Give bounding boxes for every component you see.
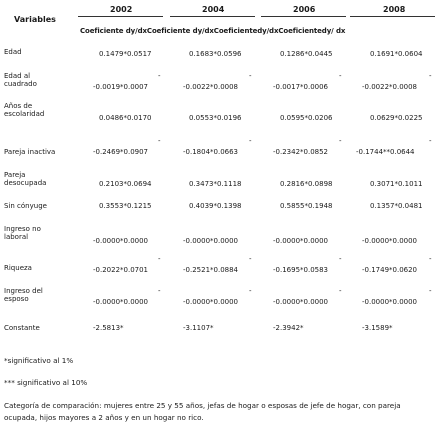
rule-2004 [170, 16, 255, 17]
cell-edad2-2002: -0.0019*0.0007 [93, 83, 149, 91]
dash-mark [339, 288, 342, 295]
row-label-edad: Edad [4, 48, 22, 56]
row-label-ingreso-esposo: Ingreso del esposo [4, 287, 43, 303]
rule-2002 [78, 16, 163, 17]
cell-constante-2002: -2.5813* [93, 324, 124, 332]
cell-ingresoesposo-2004: -0.0000*0.0000 [183, 298, 239, 306]
dash-mark [249, 256, 252, 263]
cell-edad-2008: 0.1691*0.0604 [370, 50, 423, 58]
year-2004-header: 2004 [202, 5, 225, 14]
cell-edad2-2008: -0.0022*0.0008 [362, 83, 418, 91]
cell-edad2-2004: -0.0022*0.0008 [183, 83, 239, 91]
cell-desocupada-2008: 0.3071*0.1011 [370, 180, 423, 188]
cell-desocupada-2006: 0.2816*0.0898 [280, 180, 333, 188]
row-label-edad-cuadrado: Edad al cuadrado [4, 72, 37, 88]
dash-mark [249, 138, 252, 145]
cell-ingresoesposo-2002: -0.0000*0.0000 [93, 298, 149, 306]
row-label-pareja-inactiva: Pareja inactiva [4, 148, 56, 156]
footnote-significance-1: *significativo al 1% [4, 356, 74, 365]
cell-desocupada-2004: 0.3473*0.1118 [189, 180, 242, 188]
year-2008-header: 2008 [383, 5, 406, 14]
dash-mark [339, 138, 342, 145]
variables-header: Variables [14, 15, 56, 24]
dash-mark [429, 288, 432, 295]
cell-sinconyuge-2004: 0.4039*0.1398 [189, 202, 242, 210]
cell-sinconyuge-2008: 0.1357*0.0481 [370, 202, 423, 210]
cell-riqueza-2006: -0.1695*0.0583 [273, 266, 329, 274]
cell-sinconyuge-2002: 0.3553*0.1215 [99, 202, 152, 210]
footnote-comparison-category: Categoría de comparación: mujeres entre 25 y 55 años, jefas de hogar o esposas de jefe de hogar, con pareja ocupada, hijos mayores a 2 años y en un hogar no rico. [4, 401, 401, 422]
dash-mark [429, 256, 432, 263]
dash-mark [249, 288, 252, 295]
cell-edad-2006: 0.1286*0.0445 [280, 50, 333, 58]
cell-escolaridad-2004: 0.0553*0.0196 [189, 114, 242, 122]
cell-inactiva-2008: -0.1744**0.0644 [356, 148, 415, 156]
row-label-constante: Constante [4, 324, 40, 332]
footnote-significance-10: *** significativo al 10% [4, 378, 88, 387]
year-2002-header: 2002 [110, 5, 133, 14]
rule-2006 [261, 16, 346, 17]
row-label-pareja-desocupada: Pareja desocupada [4, 171, 47, 187]
cell-ingresonolab-2008: -0.0000*0.0000 [362, 237, 418, 245]
row-label-escolaridad: Años de escolaridad [4, 102, 45, 118]
dash-mark [158, 288, 161, 295]
row-label-sin-conyuge: Sin cónyuge [4, 202, 47, 210]
cell-edad-2004: 0.1683*0.0596 [189, 50, 242, 58]
cell-inactiva-2002: -0.2469*0.0907 [93, 148, 149, 156]
rule-2008 [350, 16, 435, 17]
column-subheader: Coeficiente dy/dxCoeficiente dy/dxCoeficientedy/dxCoeficientedy/ dx [80, 27, 346, 35]
cell-edad2-2006: -0.0017*0.0006 [273, 83, 329, 91]
cell-ingresoesposo-2006: -0.0000*0.0000 [273, 298, 329, 306]
row-label-ingreso-no-laboral: Ingreso no laboral [4, 225, 41, 241]
dash-mark [429, 73, 432, 80]
cell-desocupada-2002: 0.2103*0.0694 [99, 180, 152, 188]
cell-escolaridad-2006: 0.0595*0.0206 [280, 114, 333, 122]
cell-ingresonolab-2004: -0.0000*0.0000 [183, 237, 239, 245]
cell-riqueza-2008: -0.1749*0.0620 [362, 266, 418, 274]
row-label-riqueza: Riqueza [4, 264, 32, 272]
cell-constante-2004: -3.1107* [183, 324, 214, 332]
cell-constante-2006: -2.3942* [273, 324, 304, 332]
cell-ingresoesposo-2008: -0.0000*0.0000 [362, 298, 418, 306]
dash-mark [339, 256, 342, 263]
cell-ingresonolab-2006: -0.0000*0.0000 [273, 237, 329, 245]
cell-ingresonolab-2002: -0.0000*0.0000 [93, 237, 149, 245]
cell-escolaridad-2002: 0.0486*0.0170 [99, 114, 152, 122]
dash-mark [158, 73, 161, 80]
cell-escolaridad-2008: 0.0629*0.0225 [370, 114, 423, 122]
cell-inactiva-2006: -0.2342*0.0852 [273, 148, 329, 156]
dash-mark [158, 138, 161, 145]
cell-edad-2002: 0.1479*0.0517 [99, 50, 152, 58]
cell-riqueza-2002: -0.2022*0.0701 [93, 266, 149, 274]
cell-sinconyuge-2006: 0.5855*0.1948 [280, 202, 333, 210]
dash-mark [249, 73, 252, 80]
dash-mark [158, 256, 161, 263]
cell-constante-2008: -3.1589* [362, 324, 393, 332]
dash-mark [429, 138, 432, 145]
year-2006-header: 2006 [293, 5, 316, 14]
cell-riqueza-2004: -0.2521*0.0884 [183, 266, 239, 274]
dash-mark [339, 73, 342, 80]
cell-inactiva-2004: -0.1804*0.0663 [183, 148, 239, 156]
